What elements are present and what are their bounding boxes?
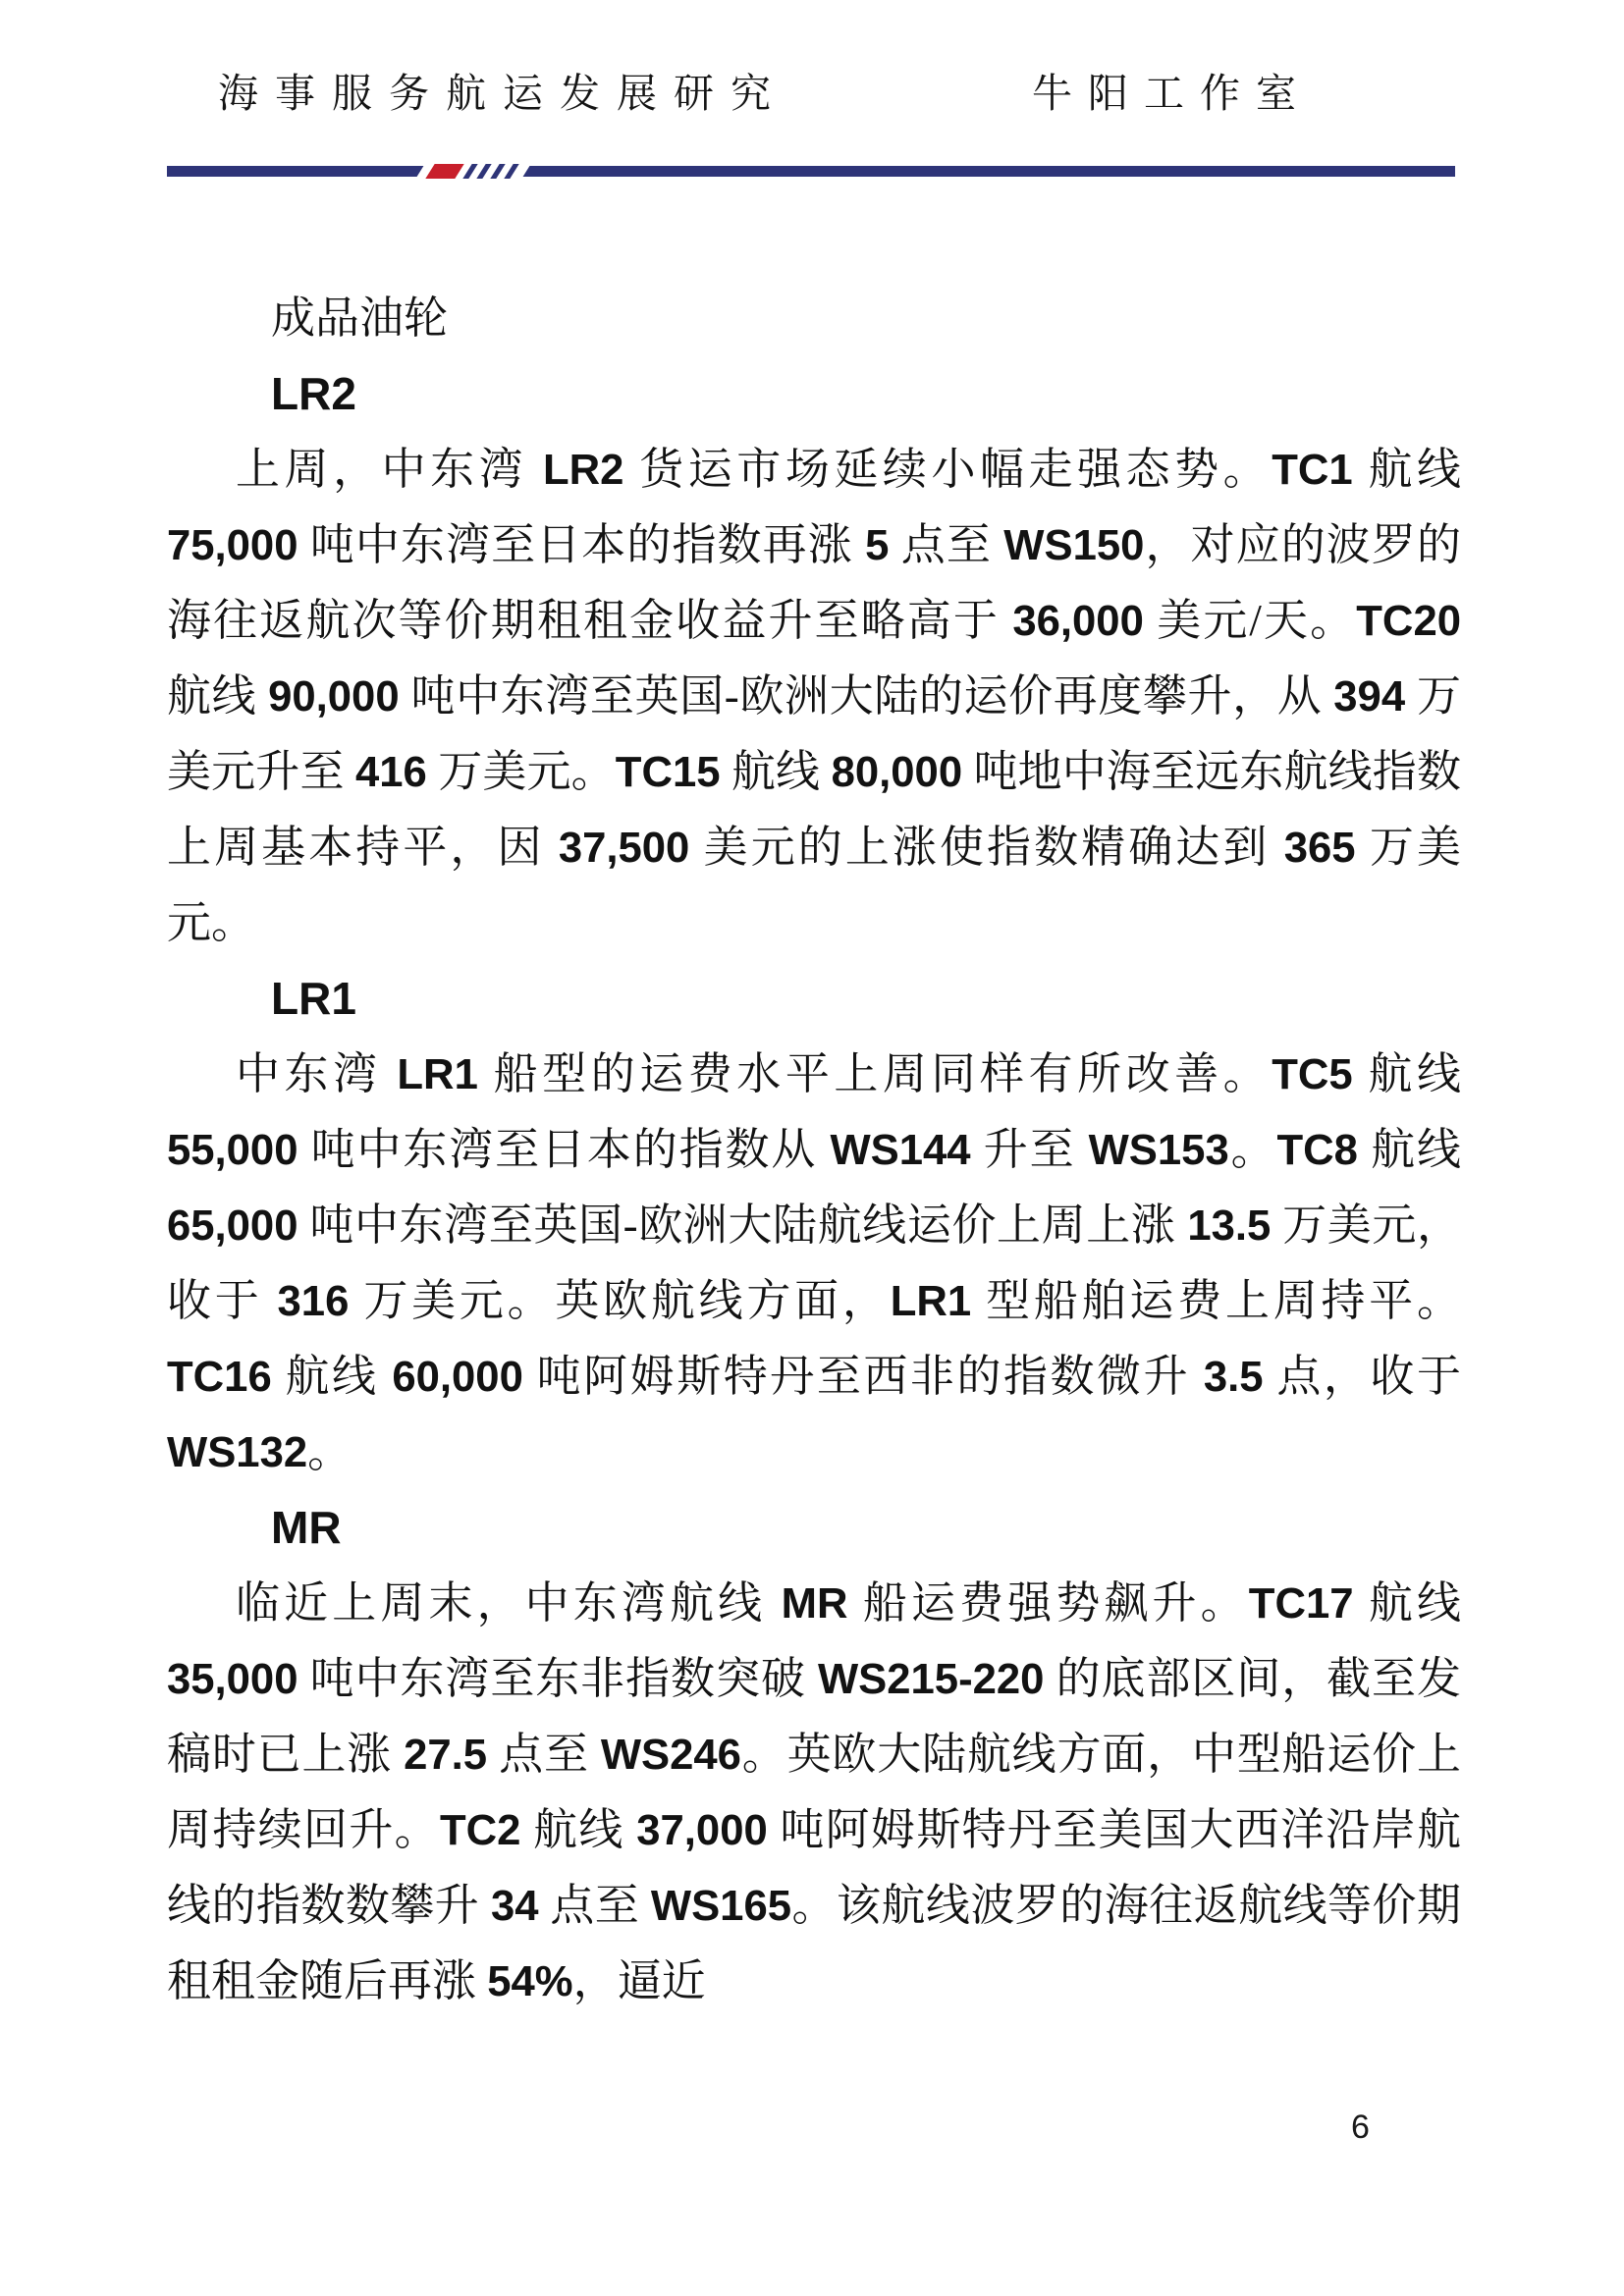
- divider-stripe: [462, 164, 477, 179]
- heading-lr2: LR2: [271, 368, 356, 419]
- header-right-title: 牛阳工作室: [1032, 71, 1312, 116]
- divider-stripe: [490, 164, 505, 179]
- header-divider-rule: [167, 166, 1455, 177]
- header-left-title: 海事服务航运发展研究: [218, 71, 787, 116]
- heading-mr: MR: [271, 1502, 342, 1553]
- divider-stripe: [504, 164, 518, 179]
- divider-bar: [167, 166, 1455, 177]
- section-title-product-tankers: 成品油轮: [271, 294, 449, 343]
- heading-lr1: LR1: [271, 973, 356, 1024]
- paragraph-lr2: 上周，中东湾 LR2 货运市场延续小幅走强态势。TC1 航线 75,000 吨中东湾至日本的指数再涨 5 点至 WS150，对应的波罗的海往返航次等价期租租金收益升至略高于 36,000 美元/天。TC20 航线 90,000 吨中东湾至英国-欧洲大陆的运价再度攀升，从 394 万美元升至 416 万美元。TC15 航线 80,000 吨地中海至远东航线指数上周基本持平，因 37,500 美元的上涨使指数精确达到 365 万美元。: [167, 445, 1461, 947]
- divider-red-block: [425, 164, 463, 179]
- paragraph-lr1: 中东湾 LR1 船型的运费水平上周同样有所改善。TC5 航线 55,000 吨中东湾至日本的指数从 WS144 升至 WS153。TC8 航线 65,000 吨中东湾至英国-欧洲大陆航线运价上周上涨 13.5 万美元，收于 316 万美元。英欧航线方面，LR1 型船舶运费上周持平。TC16 航线 60,000 吨阿姆斯特丹至西非的指数微升 3.5 点，收于 WS132。: [167, 1049, 1461, 1476]
- divider-stripe: [476, 164, 491, 179]
- divider-accent: [415, 164, 530, 179]
- paragraph-mr: 临近上周末，中东湾航线 MR 船运费强势飙升。TC17 航线 35,000 吨中东湾至东非指数突破 WS215-220 的底部区间，截至发稿时已上涨 27.5 点至 WS246。英欧大陆航线方面，中型船运价上周持续回升。TC2 航线 37,000 吨阿姆斯特丹至美国大西洋沿岸航线的指数数攀升 34 点至 WS165。该航线波罗的海往返航线等价期租租金随后再涨 54%，逼近: [167, 1578, 1461, 2005]
- page-header: [0, 55, 1624, 124]
- document-body: [167, 281, 1461, 2019]
- page-number: 6: [1351, 2109, 1370, 2146]
